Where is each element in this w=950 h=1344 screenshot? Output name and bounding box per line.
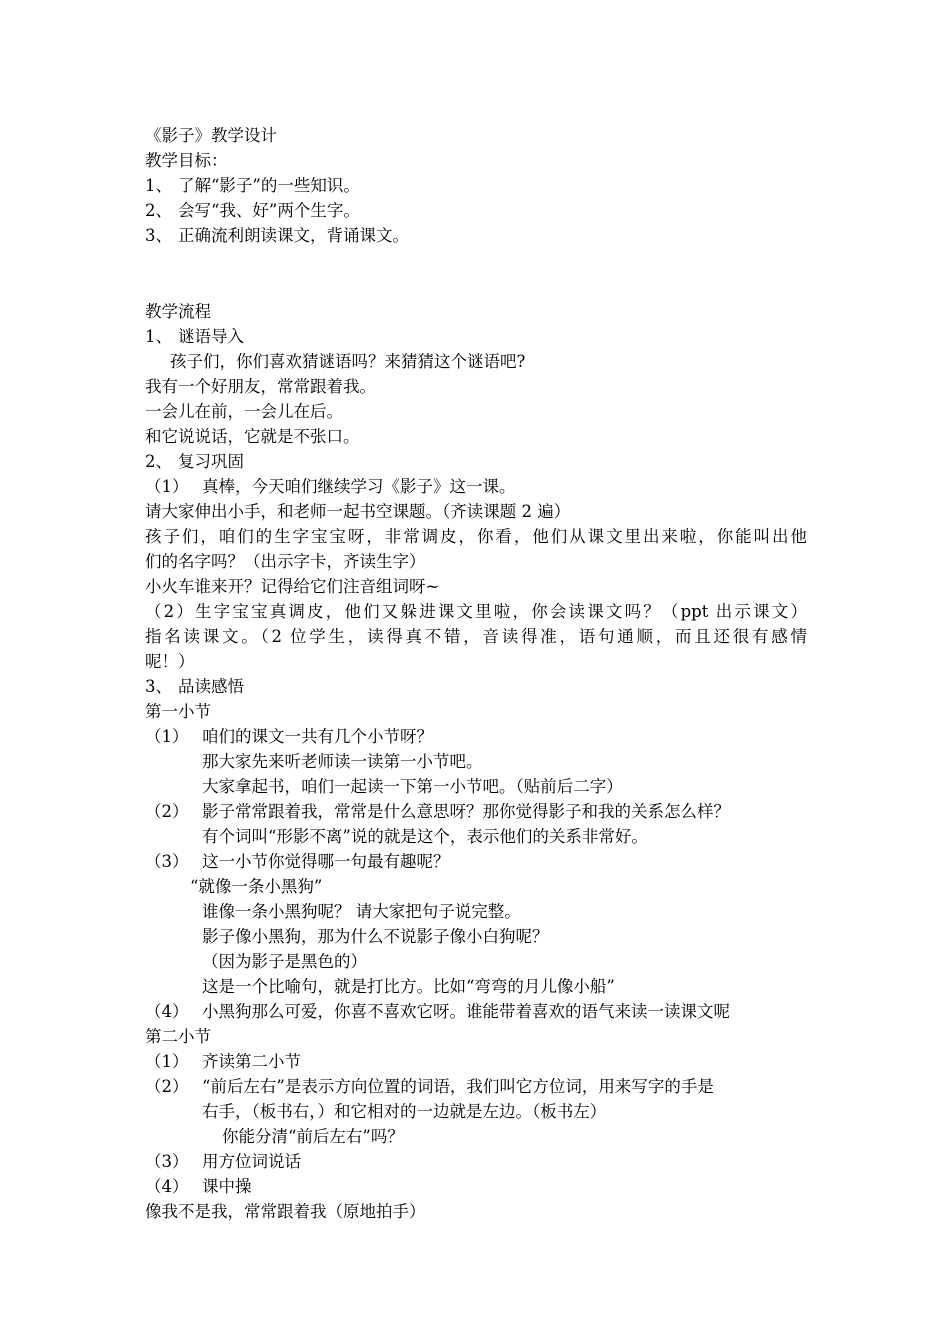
paragraph-number: （3） [145, 852, 189, 871]
paragraph-line: 谁像一条小黑狗呢？ 请大家把句子说完整。 [202, 902, 521, 921]
goal-item [145, 199, 360, 223]
paragraph-number: （2） [145, 802, 189, 821]
paragraph-line: 那大家先来听老师读一读第一小节吧。 [202, 752, 483, 771]
paragraph-line: 请大家伸出小手，和老师一起书空课题。（齐读课题 2 遍） [145, 502, 571, 521]
paragraph-item [145, 1075, 714, 1099]
quoted-sentence: “就像一条小黑狗” [190, 877, 323, 896]
section-title: 复习巩固 [178, 452, 244, 471]
paragraph-item [145, 1175, 252, 1199]
subsection-heading: 第二小节 [145, 1027, 211, 1046]
paragraph-line: 们的名字吗？（出示字卡，齐读生字） [145, 552, 426, 571]
paragraph-line: 指名读课文。（2 位学生，读得真不错，音读得准，语句通顺，而且还很有感情 [145, 627, 807, 646]
paragraph-line: 有个词叫“形影不离”说的就是这个，表示他们的关系非常好。 [202, 827, 648, 846]
goal-text: 正确流利朗读课文，背诵课文。 [178, 226, 409, 245]
paragraph-number: （2） [145, 1077, 189, 1096]
riddle-line: 一会儿在前，一会儿在后。 [145, 402, 343, 421]
goal-text: 了解“影子”的一些知识。 [178, 176, 360, 195]
goal-number: 3、 [145, 226, 172, 245]
paragraph-number: （4） [145, 1177, 189, 1196]
paragraph-text: “前后左右”是表示方向位置的词语，我们叫它方位词，用来写字的手是 [202, 1077, 714, 1096]
paragraph-item [145, 1000, 730, 1024]
paragraph-line: 孩子们，咱们的生字宝宝呀，非常调皮，你看，他们从课文里出来啦，你能叫出他 [145, 527, 807, 546]
paragraph-number: （1） [145, 477, 189, 496]
section-heading [145, 675, 244, 699]
section-title: 谜语导入 [178, 327, 244, 346]
paragraph-item [145, 1050, 301, 1074]
paragraph-item [145, 1150, 301, 1174]
paragraph-line: 右手，（板书右，）和它相对的一边就是左边。（板书左） [202, 1102, 607, 1121]
paragraph-line: 像我不是我，常常跟着我（原地拍手） [145, 1202, 426, 1221]
riddle-intro: 孩子们，你们喜欢猜谜语吗？来猜猜这个谜语吧? [170, 352, 526, 371]
paragraph-text: 齐读第二小节 [202, 1052, 301, 1071]
paragraph-item [145, 475, 516, 499]
paragraph-line: 大家拿起书，咱们一起读一下第一小节吧。（贴前后二字） [202, 777, 623, 796]
paragraph-number: （3） [145, 1152, 189, 1171]
goal-item [145, 174, 360, 198]
section-heading [145, 450, 244, 474]
paragraph-line: （2）生字宝宝真调皮，他们又躲进课文里啦，你会读课文吗？（ppt 出示课文） [145, 602, 807, 621]
paragraph-text: 用方位词说话 [202, 1152, 301, 1171]
paragraph-text: 影子常常跟着我，常常是什么意思呀？那你觉得影子和我的关系怎么样？ [202, 802, 730, 821]
paragraph-item [145, 725, 433, 749]
paragraph-text: 这一小节你觉得哪一句最有趣呢？ [202, 852, 450, 871]
goal-text: 会写“我、好”两个生字。 [178, 201, 360, 220]
paragraph-line: 小火车谁来开？记得给它们注音组词呀~ [145, 577, 440, 596]
riddle-line: 和它说说话，它就是不张口。 [145, 427, 360, 446]
paragraph-number: （4） [145, 1002, 189, 1021]
paragraph-text: 咱们的课文一共有几个小节呀？ [202, 727, 433, 746]
section-title: 品读感悟 [178, 677, 244, 696]
paragraph-item [145, 850, 450, 874]
paragraph-number: （1） [145, 1052, 189, 1071]
paragraph-item [145, 800, 730, 824]
section-heading [145, 325, 244, 349]
paragraph-line: （因为影子是黑色的） [202, 952, 367, 971]
paragraph-line: 这是一个比喻句，就是打比方。比如“弯弯的月儿像小船” [202, 977, 615, 996]
goal-number: 2、 [145, 201, 172, 220]
paragraph-text: 课中操 [202, 1177, 252, 1196]
section-number: 1、 [145, 327, 172, 346]
riddle-line: 我有一个好朋友，常常跟着我。 [145, 377, 376, 396]
paragraph-number: （1） [145, 727, 189, 746]
subsection-heading: 第一小节 [145, 702, 211, 721]
paragraph-text: 真棒，今天咱们继续学习《影子》这一课。 [202, 477, 516, 496]
section-number: 3、 [145, 677, 172, 696]
paragraph-line: 你能分清“前后左右”吗？ [222, 1127, 404, 1146]
goal-number: 1、 [145, 176, 172, 195]
flow-heading: 教学流程 [145, 302, 211, 321]
goals-heading: 教学目标： [145, 151, 228, 170]
paragraph-text: 小黑狗那么可爱，你喜不喜欢它呀。谁能带着喜欢的语气来读一读课文呢 [202, 1002, 730, 1021]
section-number: 2、 [145, 452, 172, 471]
goal-item [145, 224, 409, 248]
paragraph-line: 呢！） [145, 652, 195, 671]
doc-title: 《影子》教学设计 [145, 126, 277, 145]
paragraph-line: 影子像小黑狗，那为什么不说影子像小白狗呢？ [202, 927, 549, 946]
